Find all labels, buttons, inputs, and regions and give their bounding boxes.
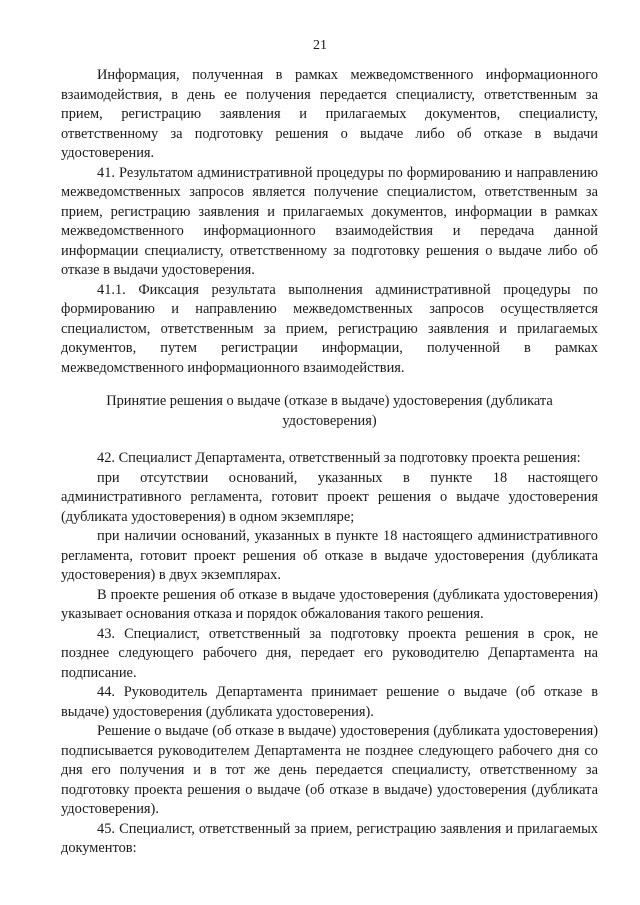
paragraph-41-1: 41.1. Фиксация результата выполнения административной процедуры по формированию и направлению межведомственных запросов осуществляется специалистом, ответственным за прием, регистрацию заявления и прилагаемых документов, путем регистрации информации, полученной в рамках межведомственного информационного взаимодействия. <box>61 281 598 376</box>
document-body <box>61 66 598 859</box>
paragraph-44: 44. Руководитель Департамента принимает решение о выдаче (об отказе в выдаче) удостоверения (дубликата удостоверения). <box>61 684 598 720</box>
paragraph-41: 41. Результатом административной процедуры по формированию и направлению межведомственных запросов является получение специалистом, ответственным за прием, регистрацию заявления и прилагаемых документов, информации в рамках межведомственного информационного взаимодействия и передача данной информации специалисту, ответственному за подготовку решения о выдаче либо об отказе в выдачи удостоверения. <box>61 164 598 278</box>
paragraph-45: 45. Специалист, ответственный за прием, регистрацию заявления и прилагаемых документов: <box>61 820 598 856</box>
paragraph-42-no-grounds: при отсутствии оснований, указанных в пункте 18 настоящего административного регламента, готовит проект решения о выдаче удостоверения (дубликата удостоверения) в одном экземпляре; <box>61 469 598 525</box>
paragraph-42: 42. Специалист Департамента, ответственный за подготовку проекта решения: <box>97 450 581 466</box>
paragraph-42-grounds: при наличии оснований, указанных в пункте 18 настоящего административного регламента, готовит проект решения об отказе в выдаче удостоверения (дубликата удостоверения) в двух экземплярах. <box>61 528 598 583</box>
section-heading: Принятие решения о выдаче (отказе в выдаче) удостоверения (дубликата удостоверения) <box>106 393 553 429</box>
page-number: 21 <box>313 38 327 53</box>
paragraph-info-transfer: Информация, полученная в рамках межведомственного информационного взаимодействия, в день ее получения передается специалисту, ответственным за прием, регистрацию заявления и прилагаемых документов, специалисту, ответственному за подготовку решения о выдаче либо об отказе в выдачи удостоверения. <box>61 67 598 161</box>
paragraph-decision-signing: Решение о выдаче (об отказе в выдаче) удостоверения (дубликата удостоверения) подписывается руководителем Департамента не позднее следующего рабочего дня со дня его получения и в тот же день передается специалисту, ответственному за подготовку проекта решения о выдаче (об отказе в выдаче) удостоверения (дубликата удостоверения). <box>61 723 598 817</box>
paragraph-refusal-details: В проекте решения об отказе в выдаче удостоверения (дубликата удостоверения) указывает основания отказа и порядок обжалования такого решения. <box>61 586 598 622</box>
paragraph-43: 43. Специалист, ответственный за подготовку проекта решения в срок, не позднее следующего рабочего дня, передает его руководителю Департамента на подписание. <box>61 625 598 681</box>
